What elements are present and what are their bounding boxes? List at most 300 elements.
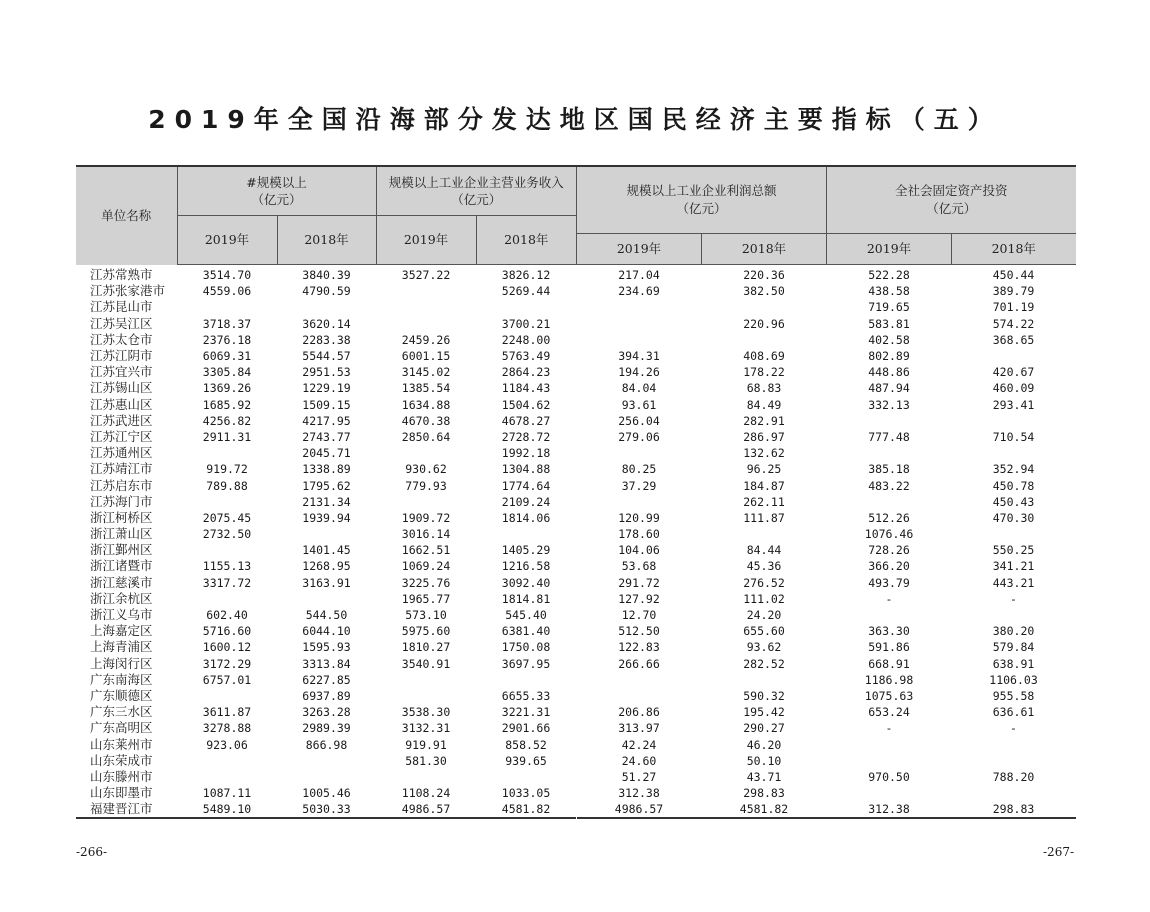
investment-2019-cell	[827, 785, 952, 801]
left-data-table	[76, 165, 576, 819]
profit-2018-cell: 262.11	[743, 494, 785, 509]
scale-2018-cell: 1939.94	[302, 510, 351, 525]
revenue-2019-cell: 2459.26	[401, 332, 451, 347]
revenue-2019-cell: 919.91	[405, 737, 447, 752]
profit-2019-cell: 80.25	[621, 462, 657, 477]
unit-name-cell: 浙江萧山区	[90, 526, 153, 542]
revenue-2019-cell: 3145.02	[401, 365, 451, 380]
scale-header-unit: （亿元）	[251, 192, 302, 207]
profit-2018-cell: 298.83	[743, 786, 785, 801]
table-row	[76, 429, 576, 445]
table-row	[577, 704, 1076, 720]
revenue-2018-cell: 1405.29	[501, 543, 551, 558]
profit-2018-cell: 178.22	[743, 365, 785, 380]
profit-2019-cell: 256.04	[618, 413, 660, 428]
investment-2018-cell: 380.20	[992, 624, 1035, 639]
year-header: 2019年	[827, 234, 952, 265]
revenue-header	[376, 166, 576, 216]
unit-name-cell: 上海闵行区	[90, 655, 153, 671]
scale-2019-cell: 1685.92	[202, 397, 252, 412]
scale-2018-cell	[277, 299, 376, 315]
revenue-2019-cell: 3538.30	[401, 705, 451, 720]
profit-2019-cell: 24.60	[621, 753, 657, 768]
unit-name-cell: 江苏靖江市	[90, 461, 153, 477]
table-row	[577, 736, 1076, 752]
profit-2018-cell	[702, 672, 827, 688]
unit-name-cell: 江苏宜兴市	[90, 364, 153, 380]
scale-2018-cell: 4790.59	[302, 284, 351, 299]
revenue-header-title: 规模以上工业企业主营业务收入	[388, 175, 564, 190]
table-row	[76, 397, 576, 413]
table-row	[76, 348, 576, 364]
investment-2018-cell: 701.19	[992, 300, 1035, 315]
scale-2018-cell	[277, 526, 376, 542]
investment-2019-cell: 363.30	[868, 624, 910, 639]
profit-2019-cell: 217.04	[618, 268, 660, 283]
profit-2018-cell: 84.44	[746, 543, 782, 558]
scale-2019-cell: 1600.12	[202, 640, 252, 655]
table-row	[577, 672, 1076, 688]
profit-2018-cell: 290.27	[743, 721, 785, 736]
scale-header-title: #规模以上	[246, 175, 307, 190]
table-row	[76, 542, 576, 558]
profit-2018-cell: 286.97	[743, 429, 785, 444]
table-row	[76, 413, 576, 429]
profit-2019-cell: 194.26	[618, 365, 660, 380]
revenue-2018-cell: 1184.43	[501, 381, 551, 396]
year-header: 2018年	[476, 216, 576, 265]
scale-2019-cell	[177, 688, 277, 704]
scale-2018-cell: 866.98	[305, 737, 348, 752]
unit-name-cell: 江苏锡山区	[90, 380, 153, 396]
profit-2018-cell: 43.71	[746, 769, 782, 784]
investment-2019-cell	[827, 445, 952, 461]
unit-name-cell: 江苏张家港市	[90, 283, 166, 299]
profit-2018-cell: 4581.82	[739, 802, 789, 817]
profit-2018-cell	[702, 299, 827, 315]
scale-2018-cell: 5030.33	[302, 802, 351, 817]
scale-2019-cell: 789.88	[206, 478, 248, 493]
profit-header	[577, 166, 827, 234]
scale-2018-cell: 4217.95	[302, 413, 351, 428]
revenue-2019-cell: 581.30	[405, 753, 447, 768]
investment-2019-cell: 312.38	[868, 802, 910, 817]
investment-2018-cell: 470.30	[992, 510, 1035, 525]
revenue-2018-cell	[476, 299, 576, 315]
profit-2019-cell	[577, 316, 702, 332]
investment-2018-cell: 389.79	[992, 284, 1035, 299]
profit-2018-cell: 195.42	[743, 705, 785, 720]
revenue-2018-cell: 1216.58	[501, 559, 551, 574]
investment-2018-cell	[952, 348, 1076, 364]
revenue-2018-cell: 2728.72	[501, 429, 551, 444]
revenue-2018-cell: 1304.88	[501, 462, 551, 477]
scale-2019-cell: 6757.01	[202, 672, 252, 687]
table-row	[76, 575, 576, 591]
revenue-2019-cell: 2850.64	[401, 429, 451, 444]
table-row	[577, 639, 1076, 655]
profit-2019-cell: 394.31	[618, 349, 660, 364]
investment-2018-cell: -	[1010, 721, 1017, 736]
revenue-2019-cell: 1965.77	[401, 591, 451, 606]
scale-2019-cell: 3172.29	[202, 656, 252, 671]
revenue-2019-cell: 1662.51	[401, 543, 451, 558]
investment-2019-cell: 385.18	[868, 462, 910, 477]
table-row	[577, 461, 1076, 477]
profit-2018-cell: 84.49	[746, 397, 782, 412]
table-row	[76, 607, 576, 623]
profit-2018-cell: 408.69	[743, 349, 785, 364]
revenue-2019-cell	[376, 688, 476, 704]
scale-2018-cell: 6227.85	[302, 672, 351, 687]
scale-2018-cell: 1338.89	[302, 462, 351, 477]
revenue-2018-cell: 6655.33	[501, 688, 551, 703]
scale-2019-cell: 3278.88	[202, 721, 252, 736]
profit-2018-cell: 276.52	[743, 575, 785, 590]
revenue-2019-cell: 1385.54	[401, 381, 451, 396]
investment-2018-cell: 450.44	[992, 268, 1035, 283]
profit-2018-cell: 111.02	[743, 591, 785, 606]
scale-2018-cell: 2283.38	[302, 332, 351, 347]
investment-2019-cell: 483.22	[868, 478, 910, 493]
table-row	[76, 445, 576, 461]
table-row	[577, 477, 1076, 493]
investment-2018-cell: 298.83	[992, 802, 1035, 817]
table-row	[76, 591, 576, 607]
scale-2018-cell	[277, 769, 376, 785]
scale-2019-cell: 6069.31	[202, 349, 252, 364]
revenue-2019-cell: 4986.57	[401, 802, 451, 817]
scale-2019-cell: 2732.50	[202, 527, 252, 542]
profit-2018-cell: 46.20	[746, 737, 782, 752]
profit-2018-cell: 655.60	[743, 624, 785, 639]
year-header: 2018年	[702, 234, 827, 265]
scale-2019-cell: 3611.87	[202, 705, 252, 720]
table-row	[76, 736, 576, 752]
investment-header-unit: （亿元）	[926, 201, 977, 216]
investment-2018-cell	[952, 526, 1076, 542]
table-row	[577, 769, 1076, 785]
table-row	[577, 348, 1076, 364]
scale-2019-cell: 3514.70	[202, 268, 252, 283]
profit-2018-cell: 68.83	[746, 381, 782, 396]
scale-2018-cell: 1401.45	[302, 543, 351, 558]
investment-2018-cell: -	[1010, 591, 1017, 606]
table-row	[76, 332, 576, 348]
investment-2018-cell	[952, 413, 1076, 429]
investment-2019-cell: 438.58	[868, 284, 910, 299]
scale-2018-cell: 1268.95	[302, 559, 351, 574]
table-row	[577, 494, 1076, 510]
table-row	[577, 623, 1076, 639]
scale-2018-cell: 1229.19	[302, 381, 351, 396]
profit-2019-cell: 53.68	[621, 559, 657, 574]
year-header: 2018年	[277, 216, 376, 265]
investment-2019-cell: 668.91	[868, 656, 910, 671]
scale-2018-cell: 3620.14	[302, 316, 351, 331]
unit-name-cell: 浙江义乌市	[90, 607, 153, 623]
table-row	[76, 265, 576, 284]
revenue-2018-cell: 6381.40	[501, 624, 551, 639]
table-row	[76, 672, 576, 688]
right-data-table	[576, 165, 1076, 819]
table-row	[577, 720, 1076, 736]
profit-2019-cell: 93.61	[621, 397, 657, 412]
scale-2018-cell: 1005.46	[302, 786, 351, 801]
profit-2019-cell: 266.66	[618, 656, 660, 671]
scale-2019-cell: 4559.06	[202, 284, 252, 299]
profit-2018-cell: 111.87	[743, 510, 785, 525]
scale-2019-cell	[177, 753, 277, 769]
profit-2019-cell: 12.70	[621, 608, 657, 623]
table-row	[76, 526, 576, 542]
investment-2018-cell: 443.21	[992, 575, 1035, 590]
unit-name-cell: 浙江慈溪市	[90, 574, 153, 590]
table-row	[577, 397, 1076, 413]
revenue-2018-cell: 3700.21	[501, 316, 551, 331]
investment-2018-cell: 550.25	[992, 543, 1035, 558]
investment-2018-cell: 579.84	[992, 640, 1035, 655]
scale-2019-cell: 2075.45	[202, 510, 252, 525]
revenue-2018-cell: 2248.00	[501, 332, 551, 347]
revenue-2019-cell	[376, 299, 476, 315]
unit-name-cell: 江苏吴江区	[90, 315, 153, 331]
investment-2019-cell: 402.58	[868, 332, 910, 347]
table-row	[577, 785, 1076, 801]
profit-2019-cell: 84.04	[621, 381, 657, 396]
investment-2018-cell: 352.94	[992, 462, 1035, 477]
scale-2018-cell: 2131.34	[302, 494, 351, 509]
investment-2019-cell: -	[885, 591, 893, 606]
table-row	[577, 801, 1076, 818]
table-row	[577, 753, 1076, 769]
investment-2019-cell: 777.48	[868, 429, 910, 444]
unit-name-cell: 江苏通州区	[90, 445, 153, 461]
investment-2019-cell: 448.86	[868, 365, 910, 380]
table-row	[76, 558, 576, 574]
revenue-2018-cell: 3697.95	[501, 656, 551, 671]
investment-2018-cell: 293.41	[992, 397, 1035, 412]
profit-2019-cell: 312.38	[618, 786, 660, 801]
scale-2018-cell: 1795.62	[302, 478, 351, 493]
profit-2019-cell	[577, 445, 702, 461]
table-row	[76, 656, 576, 672]
revenue-2018-cell: 3826.12	[501, 268, 551, 283]
year-header: 2018年	[952, 234, 1076, 265]
table-row	[577, 316, 1076, 332]
profit-2019-cell: 42.24	[621, 737, 657, 752]
revenue-2019-cell: 5975.60	[401, 624, 451, 639]
profit-2019-cell: 104.06	[618, 543, 660, 558]
profit-2019-cell: 279.06	[618, 429, 660, 444]
revenue-2019-cell: 1069.24	[401, 559, 451, 574]
table-row	[577, 688, 1076, 704]
scale-2018-cell: 3313.84	[302, 656, 351, 671]
investment-2019-cell: 512.26	[868, 510, 910, 525]
scale-2019-cell: 1155.13	[202, 559, 252, 574]
table-row	[577, 591, 1076, 607]
revenue-2019-cell: 4670.38	[401, 413, 451, 428]
profit-2018-cell: 184.87	[743, 478, 785, 493]
table-row	[577, 380, 1076, 396]
table-row	[577, 265, 1076, 284]
unit-name-cell: 江苏昆山市	[90, 299, 153, 315]
investment-2019-cell: 1075.63	[864, 688, 914, 703]
investment-2018-cell: 574.22	[992, 316, 1035, 331]
scale-2019-cell	[177, 542, 277, 558]
unit-name-cell: 上海嘉定区	[90, 623, 153, 639]
investment-2019-cell: 493.79	[868, 575, 910, 590]
investment-header-title: 全社会固定资产投资	[895, 183, 1008, 198]
table-row	[76, 753, 576, 769]
investment-2018-cell: 636.61	[992, 705, 1035, 720]
scale-2018-cell	[277, 753, 376, 769]
investment-2019-cell: 522.28	[868, 268, 910, 283]
revenue-2018-cell: 2109.24	[501, 494, 551, 509]
investment-2019-cell: 332.13	[868, 397, 910, 412]
scale-2018-cell: 5544.57	[302, 349, 351, 364]
revenue-2018-cell: 545.40	[505, 608, 547, 623]
scale-2019-cell: 3317.72	[202, 575, 252, 590]
revenue-2018-cell: 3221.31	[501, 705, 551, 720]
revenue-2019-cell: 1634.88	[401, 397, 451, 412]
unit-name-cell: 江苏海门市	[90, 493, 153, 509]
revenue-2019-cell: 6001.15	[401, 349, 451, 364]
revenue-2018-cell: 939.65	[505, 753, 547, 768]
table-row	[76, 283, 576, 299]
scale-2018-cell: 2989.39	[302, 721, 351, 736]
profit-2019-cell: 4986.57	[614, 802, 664, 817]
profit-2019-cell: 178.60	[618, 527, 660, 542]
investment-2019-cell: 802.89	[868, 349, 910, 364]
table-row	[577, 364, 1076, 380]
profit-2019-cell: 206.86	[618, 705, 660, 720]
year-header: 2019年	[577, 234, 702, 265]
unit-name-header: 单位名称	[76, 166, 177, 265]
unit-name-cell: 江苏江阴市	[90, 348, 153, 364]
table-row	[76, 639, 576, 655]
unit-name-cell: 江苏启东市	[90, 477, 153, 493]
scale-2018-cell: 2743.77	[302, 429, 351, 444]
scale-2019-cell: 5489.10	[202, 802, 252, 817]
unit-name-cell: 广东三水区	[90, 704, 153, 720]
table-row	[76, 801, 576, 818]
investment-2019-cell: 487.94	[868, 381, 910, 396]
scale-2019-cell: 3305.84	[202, 365, 252, 380]
table-row	[76, 477, 576, 493]
revenue-2019-cell	[376, 283, 476, 299]
profit-header-unit: （亿元）	[676, 201, 727, 216]
scale-2018-cell: 6044.10	[302, 624, 351, 639]
scale-2018-cell: 1509.15	[302, 397, 351, 412]
revenue-2018-cell	[476, 769, 576, 785]
revenue-2018-cell: 2864.23	[501, 365, 551, 380]
investment-2018-cell	[952, 785, 1076, 801]
investment-2019-cell: 719.65	[868, 300, 910, 315]
scale-2019-cell	[177, 494, 277, 510]
investment-2018-cell: 420.67	[992, 365, 1035, 380]
page-number-right: -267-	[1043, 845, 1075, 859]
investment-2019-cell: 591.86	[868, 640, 910, 655]
profit-2018-cell: 96.25	[746, 462, 782, 477]
investment-2018-cell: 955.58	[992, 688, 1035, 703]
table-row	[76, 494, 576, 510]
unit-name-cell: 江苏武进区	[90, 412, 153, 428]
unit-name-cell: 浙江鄞州区	[90, 542, 153, 558]
revenue-2019-cell	[376, 445, 476, 461]
table-row	[577, 542, 1076, 558]
investment-2019-cell: 970.50	[868, 769, 910, 784]
investment-2019-cell	[827, 413, 952, 429]
profit-2018-cell: 220.36	[743, 268, 785, 283]
revenue-2019-cell	[376, 494, 476, 510]
investment-2019-cell: 653.24	[868, 705, 910, 720]
unit-name-cell: 山东滕州市	[90, 768, 153, 784]
profit-2018-cell: 282.52	[743, 656, 785, 671]
investment-2018-cell	[952, 607, 1076, 623]
revenue-2018-cell: 3092.40	[501, 575, 551, 590]
unit-name-cell: 福建晋江市	[90, 801, 153, 817]
revenue-2018-cell	[476, 526, 576, 542]
revenue-2018-cell: 5763.49	[501, 349, 551, 364]
revenue-2018-cell: 1033.05	[501, 786, 551, 801]
investment-2018-cell: 450.78	[992, 478, 1035, 493]
scale-2018-cell: 3840.39	[302, 268, 351, 283]
investment-2018-cell	[952, 736, 1076, 752]
unit-name-cell: 广东高明区	[90, 720, 153, 736]
revenue-2018-cell: 1814.06	[501, 510, 551, 525]
scale-2019-cell: 4256.82	[202, 413, 252, 428]
revenue-2019-cell: 1108.24	[401, 786, 451, 801]
revenue-2019-cell: 779.93	[405, 478, 447, 493]
profit-2019-cell	[577, 672, 702, 688]
profit-2019-cell	[577, 688, 702, 704]
scale-2018-cell: 2951.53	[302, 365, 351, 380]
profit-2019-cell: 234.69	[618, 284, 660, 299]
table-row	[76, 299, 576, 315]
scale-2018-cell: 3263.28	[302, 705, 351, 720]
scale-2019-cell	[177, 299, 277, 315]
table-row	[76, 510, 576, 526]
investment-2018-cell: 710.54	[992, 429, 1035, 444]
unit-name-cell: 广东南海区	[90, 671, 153, 687]
profit-2019-cell	[577, 332, 702, 348]
profit-2018-cell: 24.20	[746, 608, 782, 623]
revenue-2018-cell: 1504.62	[501, 397, 551, 412]
investment-2019-cell: 366.20	[868, 559, 910, 574]
investment-2018-cell: 788.20	[992, 769, 1035, 784]
revenue-2019-cell: 930.62	[405, 462, 447, 477]
revenue-2019-cell: 3225.76	[401, 575, 451, 590]
revenue-2019-cell: 3527.22	[401, 268, 451, 283]
table-row	[577, 445, 1076, 461]
table-row	[76, 316, 576, 332]
investment-2018-cell: 460.09	[992, 381, 1035, 396]
scale-header	[177, 166, 376, 216]
profit-2018-cell: 220.96	[743, 316, 785, 331]
scale-2019-cell: 1087.11	[202, 786, 252, 801]
scale-2018-cell	[277, 591, 376, 607]
table-row	[76, 461, 576, 477]
investment-2018-cell: 450.43	[992, 494, 1035, 509]
scale-2018-cell: 1595.93	[302, 640, 351, 655]
table-row	[76, 380, 576, 396]
revenue-2018-cell: 4678.27	[501, 413, 551, 428]
profit-header-title: 规模以上工业企业利润总额	[626, 183, 777, 198]
revenue-2019-cell: 3540.91	[401, 656, 451, 671]
unit-name-cell: 山东即墨市	[90, 785, 153, 801]
unit-name-cell: 山东荣成市	[90, 752, 153, 768]
